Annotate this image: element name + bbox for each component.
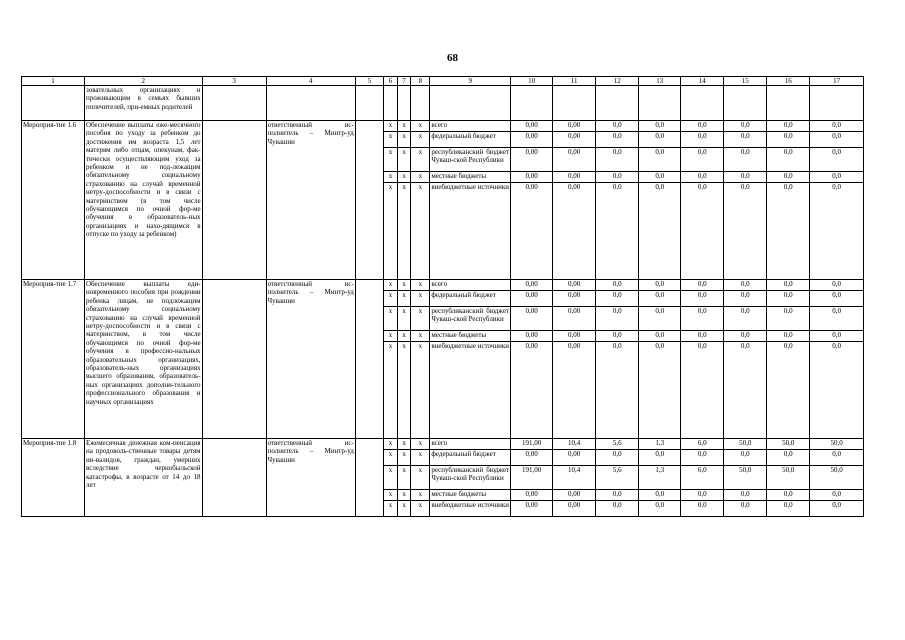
cell-value: 0,0 xyxy=(810,172,864,183)
table-row xyxy=(22,439,864,450)
cell-value: 0,0 xyxy=(810,291,864,307)
cell-executor: ответственный ис-полнитель – Минтр-уд Чувашии xyxy=(266,439,355,517)
cell-executor: ответственный ис-полнитель – Минтр-уд Чувашии xyxy=(266,280,355,439)
cell-marker: x xyxy=(397,331,411,342)
cell-marker: x xyxy=(411,331,430,342)
cell-value: 0,00 xyxy=(511,121,553,132)
cell-empty xyxy=(511,86,553,121)
cell-value: 0,0 xyxy=(639,450,681,466)
cell-event-code: Мероприя-тие 1.7 xyxy=(22,280,85,439)
column-header-10: 10 xyxy=(511,77,553,86)
cell-value: 0,00 xyxy=(553,148,596,172)
cell-value: 0,00 xyxy=(511,450,553,466)
cell-value: 0,0 xyxy=(639,490,681,501)
cell-value: 0,0 xyxy=(596,148,639,172)
cell-marker: x xyxy=(411,121,430,132)
column-header-7: 7 xyxy=(397,77,411,86)
cell-value: 0,0 xyxy=(639,342,681,439)
cell-marker: x xyxy=(384,450,398,466)
cell-value: 0,0 xyxy=(767,280,810,291)
cell-value: 0,0 xyxy=(810,148,864,172)
cell-value: 0,0 xyxy=(724,280,767,291)
cell-funding-source: внебюджетные источники xyxy=(430,183,511,280)
cell-empty xyxy=(411,86,430,121)
cell-funding-source: республиканский бюджет Чуваш-ской Республики xyxy=(430,307,511,331)
cell-value: 191,00 xyxy=(511,439,553,450)
cell-empty xyxy=(202,439,266,517)
cell-value: 0,00 xyxy=(553,280,596,291)
column-header-13: 13 xyxy=(639,77,681,86)
cell-value: 0,0 xyxy=(767,291,810,307)
cell-value: 0,0 xyxy=(639,307,681,331)
cell-marker: x xyxy=(384,490,398,501)
cell-marker: x xyxy=(397,121,411,132)
cell-value: 0,0 xyxy=(810,280,864,291)
cell-value: 0,00 xyxy=(553,490,596,501)
cell-value: 0,00 xyxy=(511,183,553,280)
column-header-4: 4 xyxy=(266,77,355,86)
cell-value: 0,0 xyxy=(681,307,724,331)
cell-value: 0,00 xyxy=(553,121,596,132)
cell-value: 5,6 xyxy=(596,466,639,490)
cell-value: 0,0 xyxy=(596,280,639,291)
cell-value: 0,00 xyxy=(553,132,596,148)
cell-marker: x xyxy=(397,148,411,172)
cell-marker: x xyxy=(397,342,411,439)
column-header-14: 14 xyxy=(681,77,724,86)
cell-value: 0,00 xyxy=(511,490,553,501)
cell-value: 0,0 xyxy=(810,331,864,342)
cell-value: 10,4 xyxy=(553,439,596,450)
cell-empty xyxy=(724,86,767,121)
cell-value: 0,00 xyxy=(511,307,553,331)
cell-value: 0,0 xyxy=(810,132,864,148)
cell-value: 0,0 xyxy=(810,342,864,439)
cell-event-description: Обеспечение выплаты еже-месячного пособия по уходу за ребенком до достижения им возраста 1,5 лет матерям либо отцам, опекунам, фак-тически осуществляющим уход за ребенком и не под-лежащим обязательному социальному страхованию на случай временной нетру-доспособности и в связи с материнством (в том числе обучающимся по очной фор-ме обучения в образователь-ных организациях и нахо-дящимся в отпуске по уходу за ребенком) xyxy=(84,121,202,280)
cell-marker: x xyxy=(411,490,430,501)
table-row xyxy=(22,121,864,132)
cell-funding-source: республиканский бюджет Чуваш-ской Республики xyxy=(430,148,511,172)
cell-description: зовательных организациях и проживающим в семьях бывших попечителей, при-емных родителей xyxy=(84,86,202,121)
cell-value: 0,0 xyxy=(724,307,767,331)
column-header-16: 16 xyxy=(767,77,810,86)
cell-marker: x xyxy=(384,183,398,280)
cell-value: 0,0 xyxy=(681,490,724,501)
cell-value: 6,0 xyxy=(681,439,724,450)
cell-marker: x xyxy=(411,342,430,439)
column-header-5: 5 xyxy=(355,77,383,86)
cell-value: 0,00 xyxy=(553,450,596,466)
cell-value: 0,0 xyxy=(681,291,724,307)
cell-value: 0,0 xyxy=(596,132,639,148)
cell-value: 50,0 xyxy=(724,439,767,450)
cell-value: 0,0 xyxy=(724,501,767,517)
cell-value: 0,00 xyxy=(511,172,553,183)
cell-marker: x xyxy=(411,291,430,307)
continuation-row xyxy=(22,86,864,121)
cell-value: 0,0 xyxy=(724,490,767,501)
cell-value: 0,0 xyxy=(724,342,767,439)
cell-value: 0,00 xyxy=(553,183,596,280)
header-row xyxy=(22,77,864,86)
cell-marker: x xyxy=(384,331,398,342)
cell-value: 50,0 xyxy=(767,466,810,490)
cell-value: 191,00 xyxy=(511,466,553,490)
cell-marker: x xyxy=(384,280,398,291)
cell-value: 0,0 xyxy=(767,172,810,183)
column-header-6: 6 xyxy=(384,77,398,86)
cell-value: 0,00 xyxy=(511,280,553,291)
cell-value: 1,3 xyxy=(639,439,681,450)
cell-value: 0,0 xyxy=(724,331,767,342)
cell-value: 0,0 xyxy=(639,331,681,342)
cell-event-code: Мероприя-тие 1.6 xyxy=(22,121,85,280)
cell-value: 0,0 xyxy=(724,132,767,148)
cell-value: 0,0 xyxy=(810,121,864,132)
cell-value: 0,0 xyxy=(596,342,639,439)
cell-value: 0,0 xyxy=(810,183,864,280)
cell-value: 0,0 xyxy=(681,172,724,183)
cell-event-code: Мероприя-тие 1.8 xyxy=(22,439,85,517)
cell-value: 0,0 xyxy=(596,331,639,342)
cell-marker: x xyxy=(411,466,430,490)
cell-empty xyxy=(355,121,383,280)
cell-marker: x xyxy=(384,466,398,490)
cell-empty xyxy=(202,280,266,439)
cell-value: 0,00 xyxy=(553,501,596,517)
page-number: 68 xyxy=(447,52,458,64)
cell-value: 0,0 xyxy=(810,490,864,501)
cell-value: 0,0 xyxy=(767,450,810,466)
cell-funding-source: всего xyxy=(430,121,511,132)
cell-value: 0,0 xyxy=(596,450,639,466)
cell-empty xyxy=(266,86,355,121)
cell-value: 0,0 xyxy=(639,501,681,517)
cell-empty xyxy=(810,86,864,121)
cell-value: 5,6 xyxy=(596,439,639,450)
cell-empty xyxy=(384,86,398,121)
cell-marker: x xyxy=(384,291,398,307)
cell-value: 0,00 xyxy=(553,291,596,307)
cell-value: 0,0 xyxy=(681,121,724,132)
cell-marker: x xyxy=(411,501,430,517)
cell-marker: x xyxy=(397,291,411,307)
table-row xyxy=(22,280,864,291)
cell-value: 0,0 xyxy=(596,183,639,280)
cell-event-description: Обеспечение выплаты еди-новременного пособия при рождении ребенка лицам, не подлежащим обязательному социальному страхованию на случай временной нетру-доспособности и в связи с материнством, в том числе обучающимся по очной фор-ме обучения в профессио-нальных образовательных организациях, образователь-ных организациях высшего образования, образователь-ных организациях дополни-тельного профессионального образования и научных организациях xyxy=(84,280,202,439)
cell-empty xyxy=(355,280,383,439)
cell-empty xyxy=(553,86,596,121)
cell-marker: x xyxy=(411,132,430,148)
cell-value: 0,0 xyxy=(681,450,724,466)
program-table xyxy=(21,76,864,517)
cell-marker: x xyxy=(384,148,398,172)
cell-value: 0,0 xyxy=(681,501,724,517)
cell-value: 0,0 xyxy=(810,501,864,517)
cell-value: 0,0 xyxy=(810,450,864,466)
cell-value: 0,0 xyxy=(767,183,810,280)
cell-value: 0,0 xyxy=(596,291,639,307)
cell-marker: x xyxy=(397,183,411,280)
cell-value: 0,0 xyxy=(767,501,810,517)
cell-value: 0,00 xyxy=(553,342,596,439)
cell-marker: x xyxy=(397,439,411,450)
cell-marker: x xyxy=(384,172,398,183)
cell-funding-source: федеральный бюджет xyxy=(430,291,511,307)
cell-funding-source: федеральный бюджет xyxy=(430,450,511,466)
cell-value: 0,0 xyxy=(681,280,724,291)
cell-value: 0,0 xyxy=(639,148,681,172)
cell-funding-source: федеральный бюджет xyxy=(430,132,511,148)
cell-marker: x xyxy=(384,439,398,450)
cell-empty xyxy=(397,86,411,121)
cell-value: 0,0 xyxy=(596,121,639,132)
cell-value: 0,0 xyxy=(810,307,864,331)
cell-funding-source: всего xyxy=(430,439,511,450)
cell-marker: x xyxy=(384,121,398,132)
cell-funding-source: местные бюджеты xyxy=(430,331,511,342)
cell-value: 6,0 xyxy=(681,466,724,490)
cell-marker: x xyxy=(411,183,430,280)
cell-empty xyxy=(596,86,639,121)
cell-value: 50,0 xyxy=(767,439,810,450)
cell-value: 0,0 xyxy=(596,307,639,331)
cell-value: 0,0 xyxy=(767,342,810,439)
cell-marker: x xyxy=(397,172,411,183)
cell-empty xyxy=(202,86,266,121)
cell-marker: x xyxy=(411,439,430,450)
cell-value: 0,00 xyxy=(511,291,553,307)
cell-funding-source: всего xyxy=(430,280,511,291)
cell-value: 0,00 xyxy=(511,148,553,172)
cell-value: 0,0 xyxy=(724,450,767,466)
cell-marker: x xyxy=(411,307,430,331)
cell-marker: x xyxy=(411,280,430,291)
cell-marker: x xyxy=(397,501,411,517)
cell-marker: x xyxy=(411,148,430,172)
cell-value: 0,0 xyxy=(767,148,810,172)
cell-value: 0,0 xyxy=(681,132,724,148)
column-header-1: 1 xyxy=(22,77,85,86)
cell-marker: x xyxy=(384,501,398,517)
cell-value: 50,0 xyxy=(724,466,767,490)
cell-value: 0,0 xyxy=(639,121,681,132)
cell-marker: x xyxy=(397,307,411,331)
cell-value: 0,0 xyxy=(596,490,639,501)
cell-marker: x xyxy=(397,490,411,501)
cell-value: 0,00 xyxy=(511,501,553,517)
cell-marker: x xyxy=(411,172,430,183)
cell-value: 0,0 xyxy=(639,183,681,280)
cell-value: 0,0 xyxy=(724,183,767,280)
cell-empty xyxy=(202,121,266,280)
cell-funding-source: внебюджетные источники xyxy=(430,342,511,439)
cell-value: 0,0 xyxy=(596,172,639,183)
cell-code xyxy=(22,86,85,121)
cell-value: 0,0 xyxy=(767,307,810,331)
cell-value: 0,0 xyxy=(767,132,810,148)
cell-marker: x xyxy=(397,450,411,466)
column-header-17: 17 xyxy=(810,77,864,86)
cell-value: 0,00 xyxy=(511,331,553,342)
cell-marker: x xyxy=(384,307,398,331)
cell-value: 0,0 xyxy=(724,121,767,132)
cell-value: 0,0 xyxy=(724,148,767,172)
cell-marker: x xyxy=(384,132,398,148)
column-header-15: 15 xyxy=(724,77,767,86)
cell-value: 0,00 xyxy=(511,342,553,439)
cell-value: 10,4 xyxy=(553,466,596,490)
cell-value: 0,0 xyxy=(767,331,810,342)
cell-value: 0,0 xyxy=(639,132,681,148)
cell-marker: x xyxy=(397,280,411,291)
cell-value: 0,0 xyxy=(681,148,724,172)
cell-empty xyxy=(355,86,383,121)
column-header-8: 8 xyxy=(411,77,430,86)
cell-marker: x xyxy=(397,466,411,490)
cell-value: 50,0 xyxy=(810,466,864,490)
cell-marker: x xyxy=(397,132,411,148)
cell-marker: x xyxy=(384,342,398,439)
cell-value: 0,0 xyxy=(681,331,724,342)
cell-value: 0,00 xyxy=(553,172,596,183)
cell-value: 0,0 xyxy=(681,342,724,439)
cell-value: 0,00 xyxy=(553,307,596,331)
cell-funding-source: республиканский бюджет Чуваш-ской Республики xyxy=(430,466,511,490)
cell-value: 0,0 xyxy=(767,490,810,501)
cell-value: 0,0 xyxy=(639,280,681,291)
column-header-3: 3 xyxy=(202,77,266,86)
cell-funding-source: внебюджетные источники xyxy=(430,501,511,517)
cell-value: 0,00 xyxy=(553,331,596,342)
column-header-9: 9 xyxy=(430,77,511,86)
cell-funding-source: местные бюджеты xyxy=(430,172,511,183)
cell-executor: ответственный ис-полнитель – Минтр-уд Чувашии xyxy=(266,121,355,280)
cell-event-description: Ежемесячная денежная ком-пенсация на продоволь-ственные товары детям ин-валидов, граждан, умерших вследствие чернобыльской катастрофы, в возрасте от 14 до 18 лет xyxy=(84,439,202,517)
cell-value: 0,0 xyxy=(724,291,767,307)
cell-empty xyxy=(767,86,810,121)
cell-empty xyxy=(355,439,383,517)
cell-value: 0,0 xyxy=(596,501,639,517)
column-header-2: 2 xyxy=(84,77,202,86)
cell-empty xyxy=(430,86,511,121)
cell-value: 50,0 xyxy=(810,439,864,450)
cell-marker: x xyxy=(411,450,430,466)
cell-value: 0,0 xyxy=(639,172,681,183)
cell-value: 0,00 xyxy=(511,132,553,148)
cell-funding-source: местные бюджеты xyxy=(430,490,511,501)
cell-value: 0,0 xyxy=(767,121,810,132)
cell-value: 0,0 xyxy=(724,172,767,183)
cell-value: 0,0 xyxy=(681,183,724,280)
cell-empty xyxy=(681,86,724,121)
cell-empty xyxy=(639,86,681,121)
column-header-11: 11 xyxy=(553,77,596,86)
cell-value: 1,3 xyxy=(639,466,681,490)
column-header-12: 12 xyxy=(596,77,639,86)
cell-value: 0,0 xyxy=(639,291,681,307)
